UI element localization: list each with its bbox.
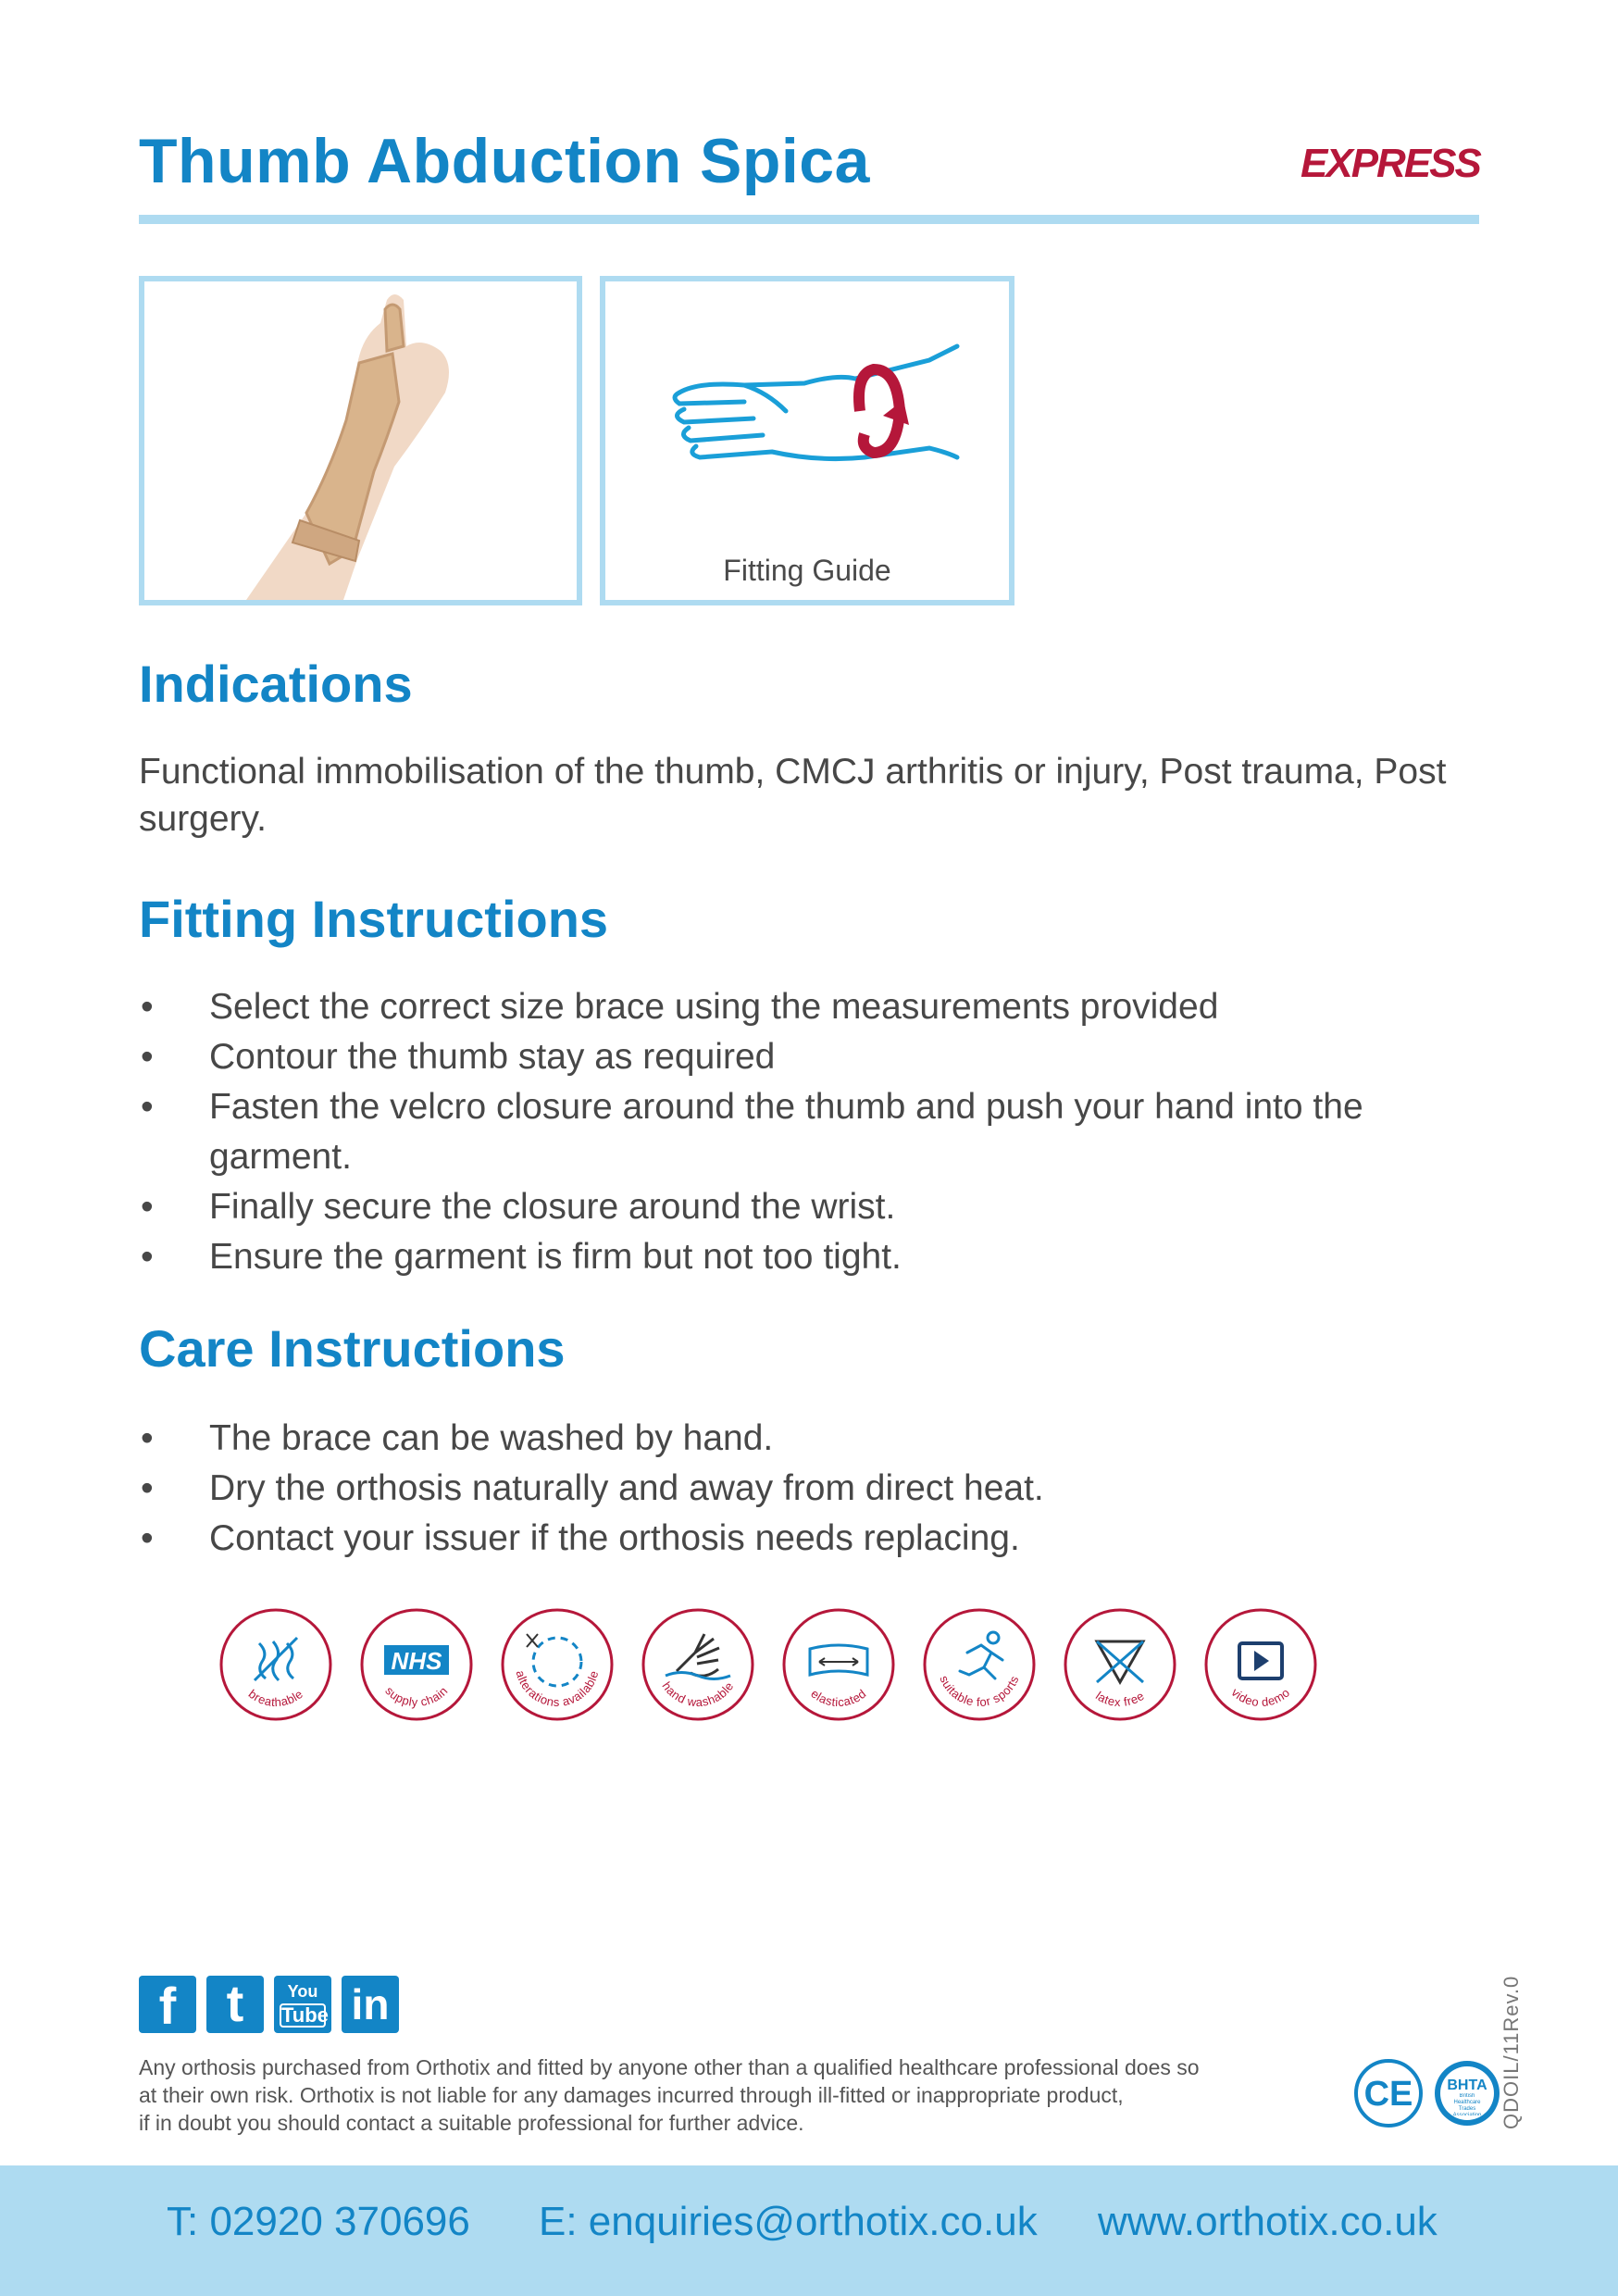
facebook-icon[interactable]: f <box>139 1976 196 2033</box>
feature-badge-nhs <box>358 1606 475 1723</box>
bhta-badge-icon: BHTA British Healthcare Trades Association <box>1432 2058 1502 2128</box>
bullet-icon: • <box>141 1037 154 1077</box>
fitting-guide-caption: Fitting Guide <box>723 554 891 587</box>
page-title: Thumb Abduction Spica <box>139 126 870 196</box>
ce-mark-icon <box>1353 2058 1424 2128</box>
nhs-icon <box>358 1606 475 1723</box>
list-item: • Select the correct size brace using the measurements provided <box>139 982 1472 1032</box>
disclaimer: Any orthosis purchased from Orthotix and fitted by anyone other than a qualified healthcare professional does so at their own risk. Orthotix is not liable for any damages incurred through ill-fitted or inappropriate product, if in doubt you should contact a suitable professional for further advice. <box>139 2055 1200 2135</box>
runner-icon <box>921 1606 1038 1723</box>
list-item: • Contact your issuer if the orthosis needs replacing. <box>139 1514 1472 1564</box>
svg-text:CE: CE <box>1363 2075 1413 2114</box>
fitting-list <box>139 982 1472 1282</box>
indications-text: Functional immobilisation of the thumb, CMCJ arthritis or injury, Post trauma, Post surgery. <box>139 752 1447 839</box>
feature-badge-hand-wash <box>640 1606 756 1723</box>
scissors-icon <box>499 1606 616 1723</box>
bullet-icon: • <box>141 1468 154 1508</box>
bullet-icon: • <box>141 1418 154 1458</box>
bullet-icon: • <box>141 987 154 1027</box>
website-link[interactable]: www.orthotix.co.uk <box>1098 2199 1438 2244</box>
svg-text:BHTA: BHTA <box>1447 2078 1487 2093</box>
list-item: • Dry the orthosis naturally and away from direct heat. <box>139 1464 1472 1514</box>
feature-badges <box>218 1606 1328 1725</box>
feature-label: supply chain <box>382 1683 451 1710</box>
breathable-icon <box>218 1606 334 1723</box>
list-item: • Contour the thumb stay as required <box>139 1032 1472 1082</box>
title-divider <box>139 215 1479 224</box>
indications-heading: Indications <box>139 655 413 713</box>
care-list <box>139 1414 1472 1564</box>
list-item: • Fasten the velcro closure around the thumb and push your hand into the garment. <box>139 1082 1472 1182</box>
contact-footer <box>0 2165 1618 2296</box>
bullet-icon: • <box>141 1518 154 1558</box>
feature-badge-runner <box>921 1606 1038 1723</box>
list-item: • Ensure the garment is firm but not too tight. <box>139 1232 1472 1282</box>
feature-label: elasticated <box>808 1686 869 1710</box>
elastic-icon <box>780 1606 897 1723</box>
phone-link[interactable]: T: 02920 370696 <box>167 2199 470 2244</box>
bullet-icon: • <box>141 1187 154 1227</box>
feature-label: video demo <box>1228 1685 1293 1710</box>
svg-text:NHS: NHS <box>391 1647 442 1675</box>
bullet-icon: • <box>141 1237 154 1277</box>
fitting-heading: Fitting Instructions <box>139 890 609 948</box>
feature-label: breathable <box>245 1686 306 1710</box>
brace-illustration-icon <box>144 281 577 600</box>
fitting-guide-hand-icon <box>605 281 1009 541</box>
feature-badge-latex-free <box>1062 1606 1178 1723</box>
fitting-guide-image <box>600 276 1014 605</box>
list-item: • Finally secure the closure around the wrist. <box>139 1182 1472 1232</box>
twitter-icon[interactable]: t <box>206 1976 264 2033</box>
email-link[interactable]: E: enquiries@orthotix.co.uk <box>539 2199 1038 2244</box>
feature-badge-scissors <box>499 1606 616 1723</box>
bullet-icon: • <box>141 1087 154 1127</box>
feature-label: suitable for sports <box>937 1673 1022 1710</box>
brand-logo: EXPRESS <box>1301 141 1480 186</box>
list-item: • The brace can be washed by hand. <box>139 1414 1472 1464</box>
feature-badge-elastic <box>780 1606 897 1723</box>
feature-badge-breathable <box>218 1606 334 1723</box>
latex-free-icon <box>1062 1606 1178 1723</box>
youtube-icon[interactable]: You Tube <box>274 1976 331 2033</box>
feature-badge-play <box>1202 1606 1319 1723</box>
product-image <box>139 276 582 605</box>
document-code: QDOIL/11Rev.0 <box>1500 1975 1523 2129</box>
hand-wash-icon <box>640 1606 756 1723</box>
linkedin-icon[interactable]: in <box>342 1976 399 2033</box>
care-heading: Care Instructions <box>139 1319 566 1378</box>
feature-label: alterations available <box>513 1668 602 1710</box>
play-icon <box>1202 1606 1319 1723</box>
feature-label: latex free <box>1092 1688 1147 1710</box>
feature-label: hand washable <box>659 1678 737 1710</box>
